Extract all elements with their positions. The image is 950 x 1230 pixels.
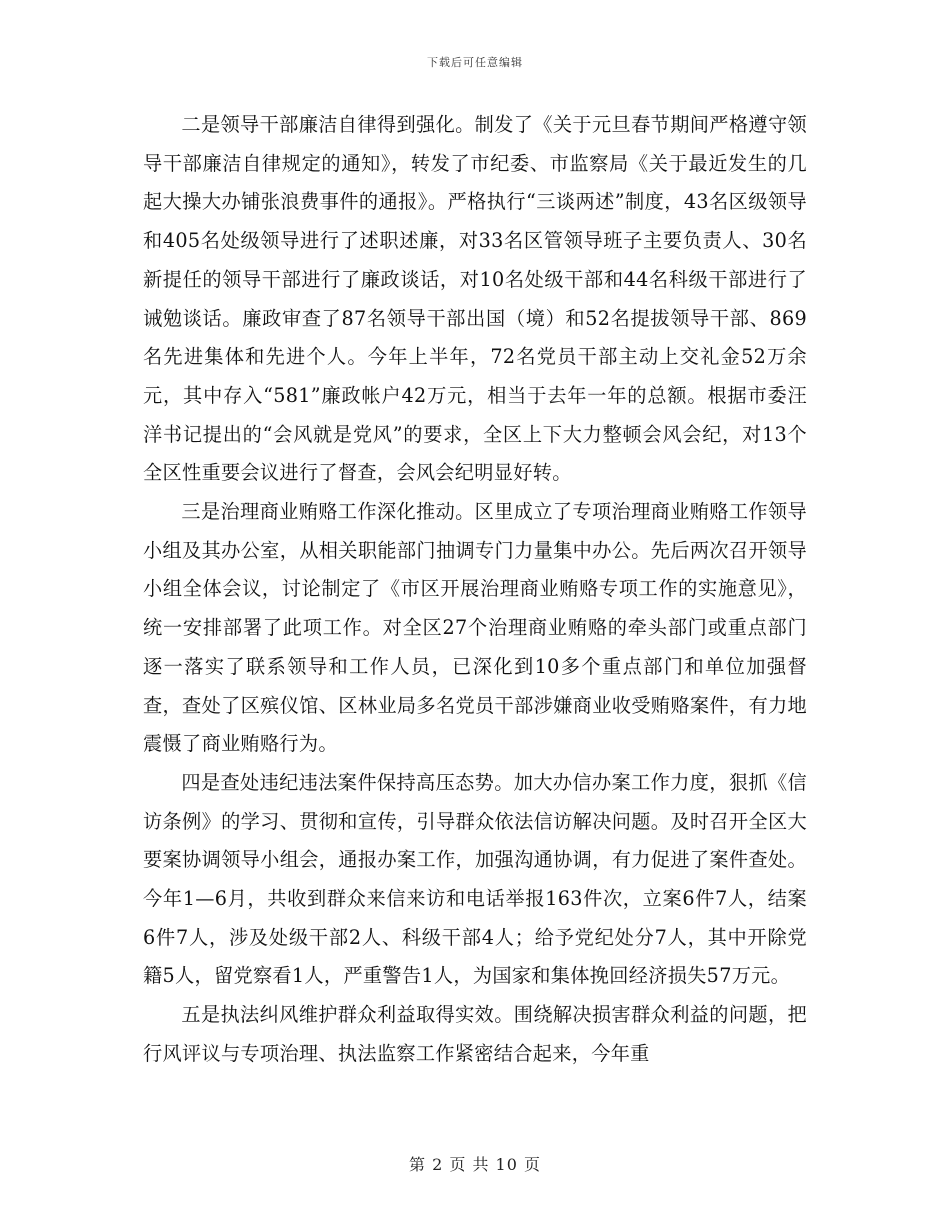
paragraph-case-investigation: 四是查处违纪违法案件保持高压态势。加大办信办案工作力度，狠抓《信访条例》的学习、贯彻和宣传，引导群众依法信访解决问题。及时召开全区大要案协调领导小组会，通报办案工作，加强沟通协调，有力促进了案件查处。今年1—6月，共收到群众来信来访和电话举报163件次，立案6件7人，结案6件7人，涉及处级干部2人、科级干部4人；给予党纪处分7人，其中开除党籍5人，留党察看1人，严重警告1人，为国家和集体挽回经济损失57万元。 bbox=[143, 770, 807, 988]
paragraph-commercial-bribery: 三是治理商业贿赂工作深化推动。区里成立了专项治理商业贿赂工作领导小组及其办公室，从相关职能部门抽调专门力量集中办公。先后两次召开领导小组全体会议，讨论制定了《市区开展治理商业贿赂专项工作的实施意见》，统一安排部署了此项工作。对全区27个治理商业贿赂的牵头部门或重点部门逐一落实了联系领导和工作人员，已深化到10多个重点部门和单位加强督查，查处了区殡仪馆、区林业局多名党员干部涉嫌商业收受贿赂案件，有力地震慑了商业贿赂行为。 bbox=[143, 500, 807, 756]
page-number-footer: 第 2 页 共 10 页 bbox=[409, 1155, 541, 1174]
document-body bbox=[143, 106, 807, 1074]
paragraph-discipline-self: 二是领导干部廉洁自律得到强化。制发了《关于元旦春节期间严格遵守领导干部廉洁自律规定的通知》，转发了市纪委、市监察局《关于最近发生的几起大操大办铺张浪费事件的通报》。严格执行“三谈两述”制度，43名区级领导和405名处级领导进行了述职述廉，对33名区管领导班子主要负责人、30名新提任的领导干部进行了廉政谈话，对10名处级干部和44名科级干部进行了诫勉谈话。廉政审查了87名领导干部出国（境）和52名提拔领导干部、869名先进集体和先进个人。今年上半年，72名党员干部主动上交礼金52万余元，其中存入“581”廉政帐户42万元，相当于去年一年的总额。根据市委汪洋书记提出的“会风就是党风”的要求，全区上下大力整顿会风会纪，对13个全区性重要会议进行了督查，会风会纪明显好转。 bbox=[143, 113, 807, 485]
page-header-note: 下载后可任意编辑 bbox=[427, 56, 523, 69]
paragraph-law-enforcement: 五是执法纠风维护群众利益取得实效。围绕解决损害群众利益的问题，把行风评议与专项治理、执法监察工作紧密结合起来，今年重 bbox=[143, 1003, 807, 1065]
